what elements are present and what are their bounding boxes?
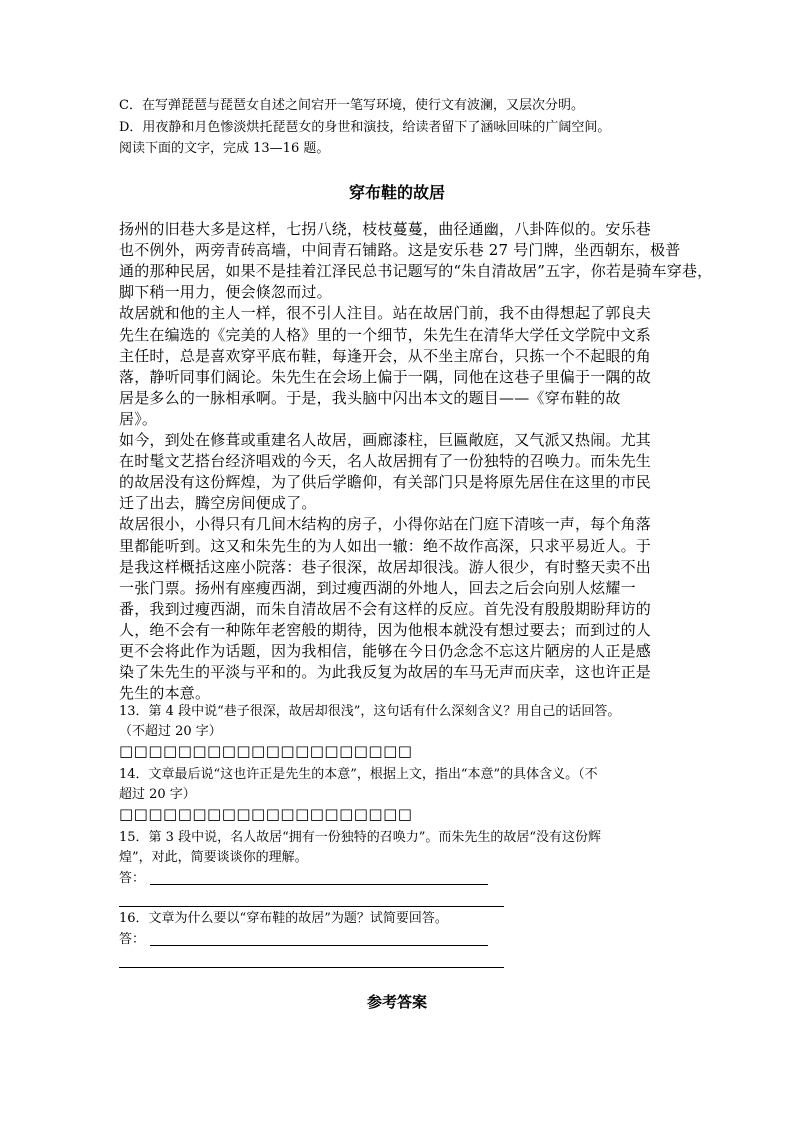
article-line: 染了朱先生的平淡与平和的。为此我反复为故居的车马无声而庆幸，这也许正是 (119, 663, 652, 682)
article-title: 穿布鞋的故居 (348, 183, 445, 202)
question-15-cont: 煌”，对此，简要谈谈你的理解。 (119, 850, 308, 865)
question-16-answer-line-1[interactable] (150, 945, 488, 946)
question-14: 14．文章最后说“这也许正是先生的本意”，根据上文，指出“本意”的具体含义。（不 (119, 767, 598, 782)
question-15: 15．第 3 段中说，名人故居“拥有一份独特的召唤力”。而朱先生的故居“没有这份辉 (119, 830, 602, 845)
question-16-answer-line-2[interactable] (119, 967, 504, 968)
option-d: D．用夜静和月色惨淡烘托琵琶女的身世和演技，给读者留下了涵咏回味的广阔空间。 (119, 120, 611, 135)
article-line: 通的那种民居，如果不是挂着江泽民总书记题写的“朱自清故居”五字，你若是骑车穿巷， (119, 262, 713, 281)
article-line: 主任时，总是喜欢穿平底布鞋，每逢开会，从不坐主席台，只拣一个不起眼的角 (119, 346, 652, 365)
article-line: 居》。 (119, 409, 158, 428)
question-13: 13．第 4 段中说“巷子很深，故居却很浅”，这句话有什么深刻含义？用自己的话回答。 (119, 704, 621, 719)
article-line: 也不例外，两旁青砖高墙，中间青石铺路。这是安乐巷 27 号门牌，坐西朝东，极普 (119, 241, 681, 260)
question-14-answer-boxes[interactable]: □□□□□□□□□□□□□□□□□□□□ (119, 805, 413, 823)
article-line: 番，我到过瘦西湖，而朱自清故居不会有这样的反应。首先没有殷殷期盼拜访的 (119, 599, 652, 618)
article-line: 故居很小，小得只有几间木结构的房子，小得你站在门庭下清咳一声，每个角落 (119, 515, 652, 534)
article-line: 先生的本意。 (119, 684, 211, 703)
article-line: 是我这样概括这座小院落：巷子很深，故居却很浅。游人很少，有时整天卖不出 (119, 557, 652, 576)
question-15-answer-line-1[interactable] (150, 884, 488, 885)
article-line: 更不会将此作为话题，因为我相信，能够在今日仍念念不忘这片陋房的人正是感 (119, 642, 652, 660)
question-16: 16．文章为什么要以“穿布鞋的故居”为题？试简要回答。 (119, 911, 448, 926)
question-15-answer-line-2[interactable] (119, 906, 504, 907)
article-line: 脚下稍一用力，便会倏忽而过。 (119, 283, 332, 302)
option-c: C．在写弹琵琶与琵琶女自述之间宕开一笔写环境，使行文有波澜，又层次分明。 (119, 98, 584, 113)
article-line: 里都能听到。这又和朱先生的为人如出一辙：绝不故作高深，只求平易近人。于 (119, 536, 652, 555)
article-line: 落，静听同事们阔论。朱先生在会场上偏于一隅，同他在这巷子里偏于一隅的故 (119, 367, 652, 386)
article-line: 的故居没有这份辉煌，为了供后学瞻仰，有关部门只是将原先居住在这里的市民 (119, 473, 652, 492)
reading-instruction: 阅读下面的文字，完成 13—16 题。 (119, 141, 330, 156)
article-line: 迁了出去，腾空房间便成了。 (119, 494, 317, 513)
article-line: 如今，到处在修葺或重建名人故居，画廊漆柱，巨匾敞庭，又气派又热闹。尤其 (119, 431, 652, 449)
article-line: 在时髦文艺搭台经济唱戏的今天，名人故居拥有了一份独特的召唤力。而朱先生 (119, 452, 652, 471)
article-line: 先生在编选的《完美的人格》里的一个细节，朱先生在清华大学任文学院中文系 (119, 325, 652, 344)
article-line: 扬州的旧巷大多是这样，七拐八绕，枝枝蔓蔓，曲径通幽，八卦阵似的。安乐巷 (119, 220, 652, 238)
question-13-answer-boxes[interactable]: □□□□□□□□□□□□□□□□□□□□ (119, 742, 413, 760)
article-line: 故居就和他的主人一样，很不引人注目。站在故居门前，我不由得想起了郭良夫 (119, 304, 652, 323)
question-16-answer-label: 答： (119, 932, 146, 947)
answers-heading: 参考答案 (366, 993, 427, 1011)
question-14-limit: 超过 20 字） (119, 787, 196, 802)
article-line: 居是多么的一脉相承啊。于是，我头脑中闪出本文的题目——《穿布鞋的故 (119, 388, 621, 407)
question-15-answer-label: 答： (119, 871, 146, 886)
question-13-limit: （不超过 20 字） (119, 724, 222, 739)
article-line: 一张门票。扬州有座瘦西湖，到过瘦西湖的外地人，回去之后会向别人炫耀一 (119, 578, 636, 597)
article-line: 人，绝不会有一种陈年老窖般的期待，因为他根本就没有想过要去；而到过的人 (119, 620, 652, 639)
